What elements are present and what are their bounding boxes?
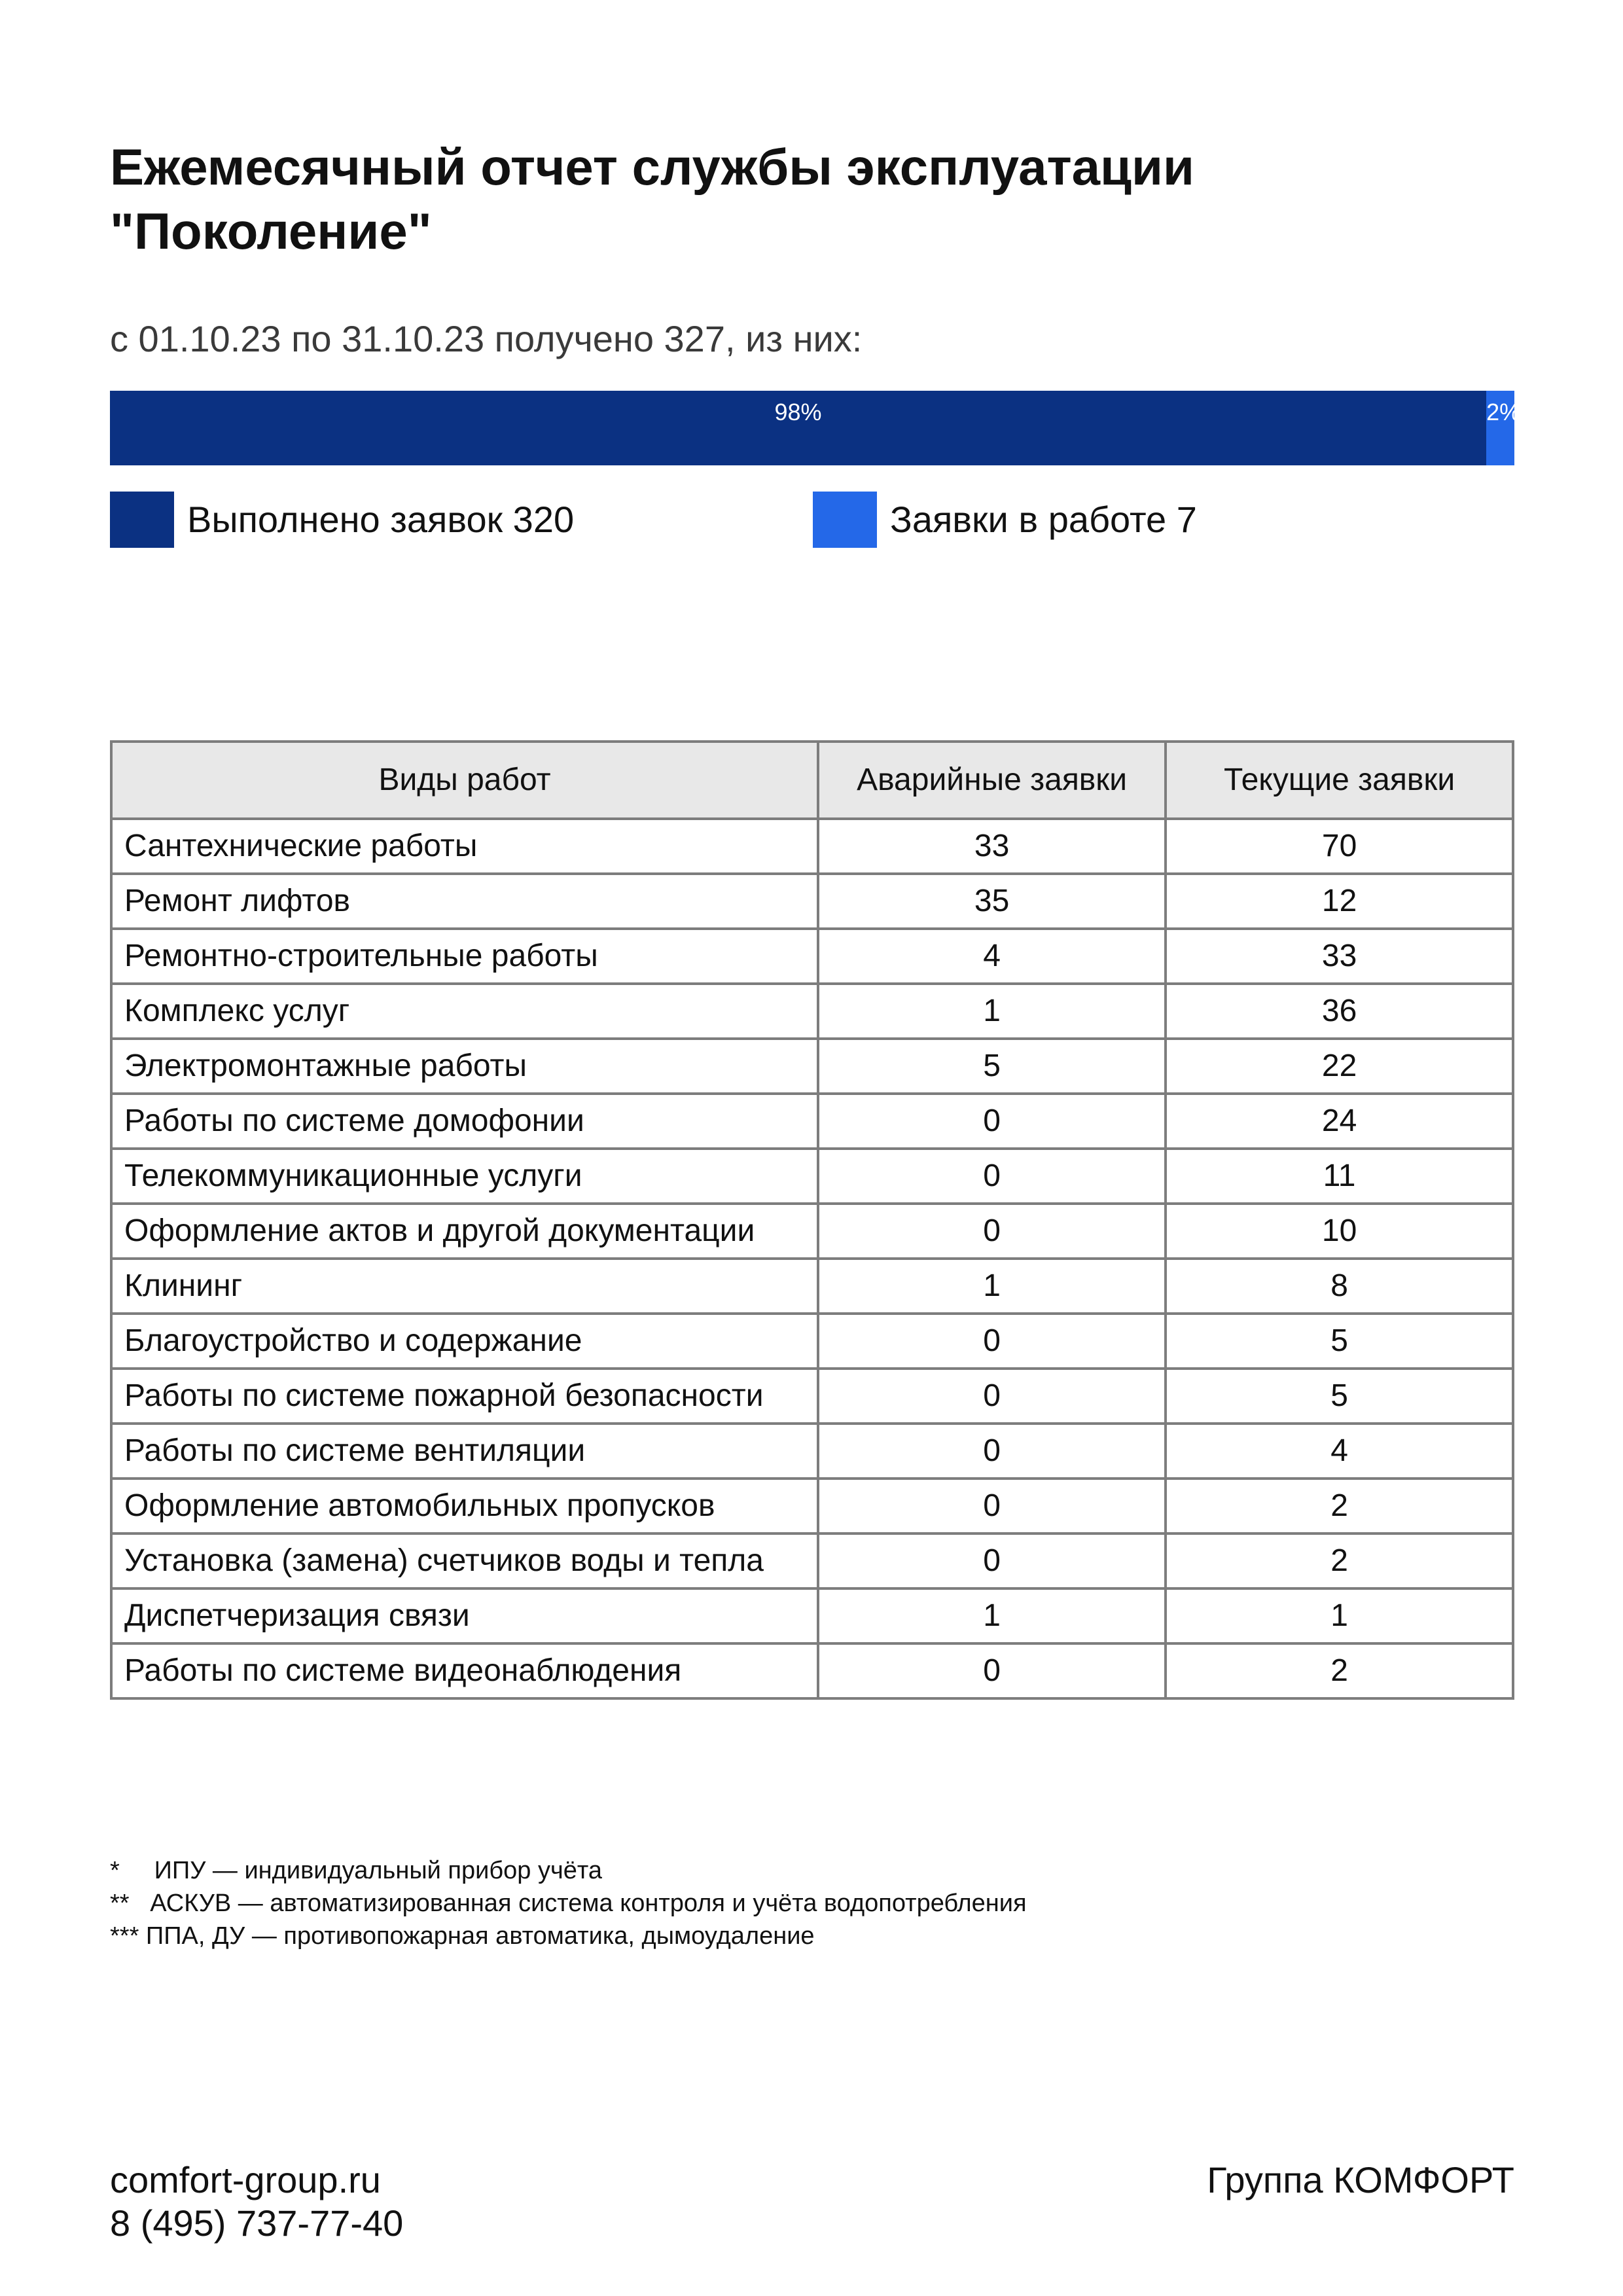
cell-work-type: Телекоммуникационные услуги [111, 1149, 818, 1204]
cell-current-count: 4 [1166, 1424, 1513, 1479]
cell-current-count: 1 [1166, 1588, 1513, 1643]
table-row [111, 929, 1513, 984]
cell-current-count: 8 [1166, 1259, 1513, 1314]
requests-progress-bar [110, 391, 1521, 465]
legend-label-done: Выполнено заявок 320 [187, 499, 575, 540]
legend-swatch-done [110, 492, 174, 548]
cell-emergency-count: 33 [818, 819, 1166, 874]
progress-segment-in-work [1486, 391, 1521, 465]
table-row [111, 1039, 1513, 1094]
table-row [111, 1204, 1513, 1259]
cell-current-count: 2 [1166, 1534, 1513, 1588]
cell-emergency-count: 4 [818, 929, 1166, 984]
page-title-line-2: "Поколение" [110, 202, 432, 260]
cell-current-count: 33 [1166, 929, 1513, 984]
table-row [111, 1479, 1513, 1534]
table-row [111, 1259, 1513, 1314]
cell-emergency-count: 1 [818, 1588, 1166, 1643]
cell-work-type: Комплекс услуг [111, 984, 818, 1039]
company-name: Группа КОМФОРТ [1207, 2159, 1514, 2200]
footnote: ** АСКУВ — автоматизированная система контроля и учёта водопотребления [110, 1890, 1027, 1917]
progress-work-label: 2% [1486, 399, 1521, 425]
table-row [111, 1149, 1513, 1204]
cell-current-count: 2 [1166, 1479, 1513, 1534]
legend-swatch-in-work [813, 492, 877, 548]
cell-emergency-count: 0 [818, 1479, 1166, 1534]
cell-work-type: Оформление автомобильных пропусков [111, 1479, 818, 1534]
footnote: * ИПУ — индивидуальный прибор учёта [110, 1857, 602, 1884]
cell-emergency-count: 0 [818, 1314, 1166, 1369]
table-row [111, 1314, 1513, 1369]
cell-work-type: Сантехнические работы [111, 819, 818, 874]
table-header-row [111, 742, 1513, 819]
work-types-table [110, 740, 1514, 1700]
cell-emergency-count: 0 [818, 1094, 1166, 1149]
cell-current-count: 11 [1166, 1149, 1513, 1204]
table-row [111, 1369, 1513, 1424]
cell-work-type: Электромонтажные работы [111, 1039, 818, 1094]
cell-emergency-count: 0 [818, 1424, 1166, 1479]
cell-work-type: Клининг [111, 1259, 818, 1314]
cell-emergency-count: 0 [818, 1369, 1166, 1424]
cell-emergency-count: 0 [818, 1149, 1166, 1204]
table-row [111, 1588, 1513, 1643]
cell-current-count: 36 [1166, 984, 1513, 1039]
cell-emergency-count: 35 [818, 874, 1166, 929]
cell-emergency-count: 0 [818, 1204, 1166, 1259]
cell-current-count: 2 [1166, 1643, 1513, 1698]
page-title [110, 135, 1517, 263]
cell-work-type: Работы по системе видеонаблюдения [111, 1643, 818, 1698]
table-row [111, 1094, 1513, 1149]
cell-work-type: Ремонтно-строительные работы [111, 929, 818, 984]
cell-emergency-count: 0 [818, 1643, 1166, 1698]
table-row [111, 874, 1513, 929]
header-emergency-requests: Аварийные заявки [818, 742, 1166, 819]
cell-current-count: 70 [1166, 819, 1513, 874]
cell-work-type: Ремонт лифтов [111, 874, 818, 929]
header-current-requests: Текущие заявки [1166, 742, 1513, 819]
table-row [111, 984, 1513, 1039]
page-title-line-1: Ежемесячный отчет службы эксплуатации [110, 138, 1194, 196]
legend-label-in-work: Заявки в работе 7 [890, 499, 1197, 540]
footer-contacts [110, 2159, 403, 2245]
cell-work-type: Работы по системе домофонии [111, 1094, 818, 1149]
legend-item-in-work [813, 492, 1197, 548]
cell-work-type: Установка (замена) счетчиков воды и тепла [111, 1534, 818, 1588]
table-row [111, 1643, 1513, 1698]
table-row [111, 819, 1513, 874]
footnote: *** ППА, ДУ — противопожарная автоматика, дымоудаление [110, 1922, 815, 1950]
cell-current-count: 24 [1166, 1094, 1513, 1149]
legend-item-done [110, 492, 574, 548]
cell-work-type: Работы по системе пожарной безопасности [111, 1369, 818, 1424]
cell-work-type: Благоустройство и содержание [111, 1314, 818, 1369]
website-link[interactable]: comfort-group.ru [110, 2159, 381, 2200]
progress-segment-done [110, 391, 1486, 465]
cell-current-count: 12 [1166, 874, 1513, 929]
cell-work-type: Работы по системе вентиляции [111, 1424, 818, 1479]
cell-current-count: 5 [1166, 1314, 1513, 1369]
phone-number: 8 (495) 737-77-40 [110, 2202, 404, 2244]
cell-emergency-count: 5 [818, 1039, 1166, 1094]
cell-current-count: 22 [1166, 1039, 1513, 1094]
header-work-type: Виды работ [111, 742, 818, 819]
cell-emergency-count: 1 [818, 1259, 1166, 1314]
period-summary: с 01.10.23 по 31.10.23 получено 327, из них: [110, 318, 863, 359]
cell-current-count: 10 [1166, 1204, 1513, 1259]
cell-work-type: Оформление актов и другой документации [111, 1204, 818, 1259]
cell-current-count: 5 [1166, 1369, 1513, 1424]
cell-work-type: Диспетчеризация связи [111, 1588, 818, 1643]
progress-done-label: 98% [774, 399, 822, 425]
cell-emergency-count: 0 [818, 1534, 1166, 1588]
footnotes [110, 1854, 1027, 1952]
cell-emergency-count: 1 [818, 984, 1166, 1039]
table-row [111, 1534, 1513, 1588]
table-row [111, 1424, 1513, 1479]
